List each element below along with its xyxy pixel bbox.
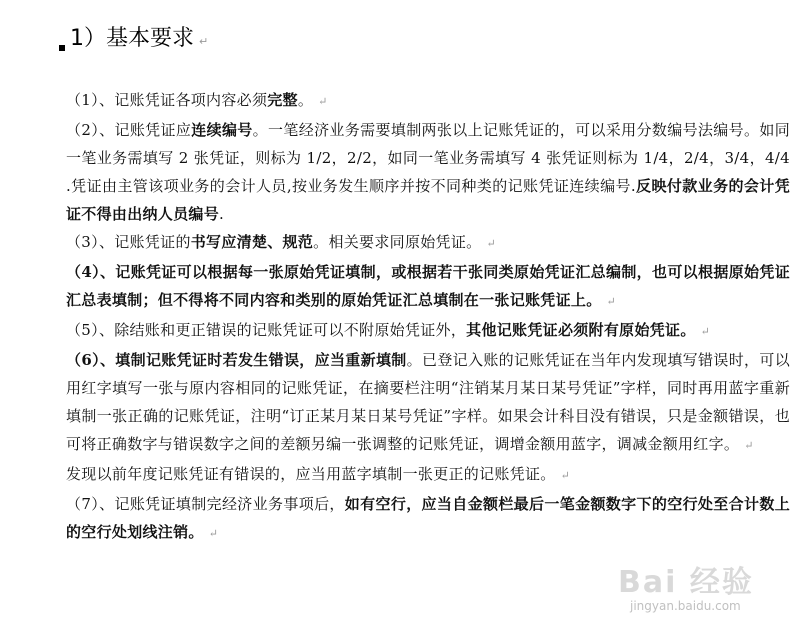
watermark-url: jingyan.baidu.com [630, 599, 741, 613]
paragraph-mark-icon: ↵ [560, 469, 571, 482]
item-5-bold: 其他记账凭证必须附有原始凭证。 [466, 321, 696, 339]
item-2 [66, 116, 790, 228]
item-5 [66, 316, 790, 346]
item-7 [66, 490, 790, 548]
item-6-bold: （6）、填制记账凭证时若发生错误，应当重新填制 [66, 351, 407, 369]
item-1 [66, 86, 790, 116]
item-2-bold: 连续编号 [191, 121, 253, 139]
item-3-end: 。相关要求同原始凭证。 [313, 233, 482, 251]
item-1-text: （1）、记账凭证各项内容必须 [66, 91, 268, 109]
item-6-followup [66, 460, 790, 490]
paragraph-mark-icon: ↵ [318, 95, 328, 108]
item-3-text: （3）、记账凭证的 [66, 233, 191, 251]
item-4 [66, 258, 790, 316]
section-heading [70, 24, 208, 57]
item-2-end: . [219, 205, 225, 223]
item-3 [66, 228, 790, 258]
item-7-bold: 如有空行，应当自金额栏最后一笔金额数字下的空行处至合计数上的空行处划线注销。 [66, 495, 791, 541]
watermark-logo: Bai 经验 [618, 565, 754, 600]
item-4-text: （4）、记账凭证可以根据每一张原始凭证填制，或根据若干张同类原始凭证汇总编制，也可以根据原始凭证汇总表填制；但不得将不同内容和类别的原始凭证汇总填制在一张记账凭证上。 [66, 263, 790, 309]
paragraph-mark-icon: ↵ [744, 439, 754, 452]
item-5-text: （5）、除结账和更正错误的记账凭证可以不附原始凭证外， [66, 321, 467, 339]
paragraph-mark-icon: ↵ [208, 527, 219, 540]
paragraph-mark-icon: ↵ [199, 35, 209, 48]
item-2-body: 。一笔经济业务需要填制两张以上记账凭证的，可以采用分数编号法编号。如同一笔业务需填写 2 张凭证，则标为 1/2，2/2，如同一笔业务需填写 4 张凭证则标为 1/4，2/4，3/4，4/4 .凭证由主管该项业务的会计人员,按业务发生顺序并按不同种类的记账凭证连续编号. [66, 121, 790, 195]
item-6-followup-text: 发现以前年度记账凭证有错误的，应当用蓝字填制一张更正的记账凭证。 [66, 465, 556, 483]
heading-text: 1）基本要求 [70, 26, 194, 51]
item-6 [66, 346, 790, 460]
item-6-text: 。已登记入账的记账凭证在当年内发现填写错误时，可以用红字填写一张与原内容相同的记账凭证，在摘要栏注明“注销某月某日某号凭证”字样，同时再用蓝字重新填制一张正确的记账凭证，注明“订正某月某日某号凭证”字样。如果会计科目没有错误，只是金额错误，也可将正确数字与错误数字之间的差额另编一张调整的记账凭证，调增金额用蓝字，调减金额用红字。 [66, 351, 790, 453]
item-3-bold: 书写应清楚、规范 [190, 233, 314, 251]
item-2-bold-end: 反映付款业务的会计凭证不得由出纳人员编号 [66, 177, 790, 223]
item-7-text: （7）、记账凭证填制完经济业务事项后， [66, 495, 345, 513]
heading-bullet [59, 45, 65, 51]
document-body [66, 86, 790, 548]
item-2-text: （2）、记账凭证应 [66, 121, 192, 139]
item-1-end: 。 [297, 91, 314, 109]
item-1-bold: 完整 [267, 91, 298, 109]
paragraph-mark-icon: ↵ [606, 295, 617, 308]
paragraph-mark-icon: ↵ [486, 237, 496, 250]
watermark [618, 551, 808, 621]
paragraph-mark-icon: ↵ [700, 325, 711, 338]
